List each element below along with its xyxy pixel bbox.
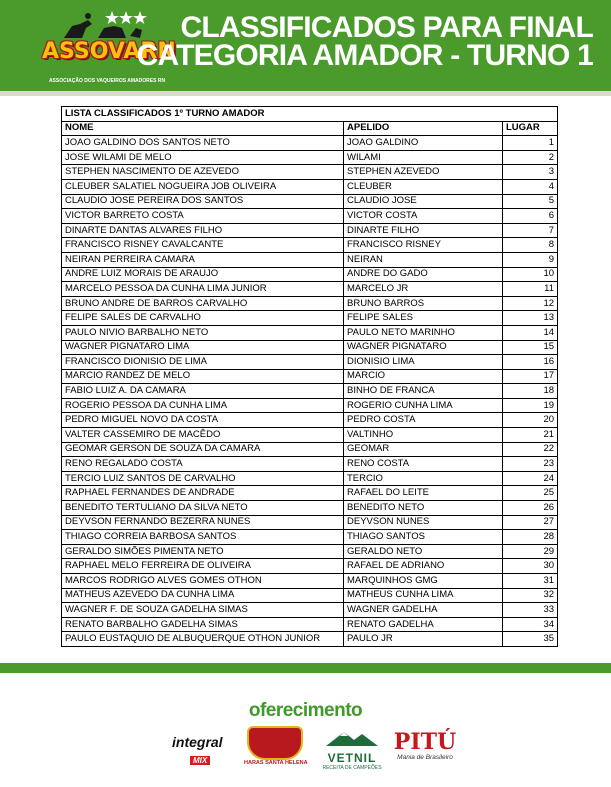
cell-nome: GERALDO SIMÕES PIMENTA NETO: [62, 544, 344, 559]
table-row: [62, 486, 558, 501]
table-row: [62, 501, 558, 516]
cell-nome: GEOMAR GERSON DE SOUZA DA CAMARA: [62, 442, 344, 457]
table-row: [62, 384, 558, 399]
cell-apelido: BINHO DE FRANCA: [344, 384, 503, 399]
column-header-lugar: LUGAR: [503, 121, 558, 136]
cell-apelido: DIONISIO LIMA: [344, 355, 503, 370]
cell-lugar: 24: [503, 471, 558, 486]
cell-apelido: BRUNO BARROS: [344, 296, 503, 311]
cell-apelido: NEIRAN: [344, 252, 503, 267]
cell-nome: FABIO LUIZ A. DA CAMARA: [62, 384, 344, 399]
cell-nome: WAGNER F. DE SOUZA GADELHA SIMAS: [62, 603, 344, 618]
cell-nome: RAPHAEL MELO FERREIRA DE OLIVEIRA: [62, 559, 344, 574]
cell-lugar: 34: [503, 617, 558, 632]
cell-nome: BENEDITO TERTULIANO DA SILVA NETO: [62, 501, 344, 516]
cell-nome: PAULO NIVIO BARBALHO NETO: [62, 325, 344, 340]
cell-lugar: 9: [503, 252, 558, 267]
title-line-1: CLASSIFICADOS PARA FINAL: [180, 11, 593, 44]
table-caption-row: [62, 107, 558, 122]
header-divider: [0, 91, 611, 96]
cell-apelido: TERCIO: [344, 471, 503, 486]
table-row: [62, 340, 558, 355]
cell-apelido: STEPHEN AZEVEDO: [344, 165, 503, 180]
cell-apelido: PEDRO COSTA: [344, 413, 503, 428]
cell-lugar: 19: [503, 398, 558, 413]
table-row: [62, 150, 558, 165]
cell-lugar: 25: [503, 486, 558, 501]
pitu-tagline: Mania de Brasileiro: [397, 754, 453, 761]
cell-nome: NEIRAN PERREIRA CAMARA: [62, 252, 344, 267]
cell-apelido: VICTOR COSTA: [344, 209, 503, 224]
cell-lugar: 13: [503, 311, 558, 326]
column-header-nome: NOME: [62, 121, 344, 136]
table-row: [62, 369, 558, 384]
cell-apelido: FRANCISCO RISNEY: [344, 238, 503, 253]
cell-lugar: 21: [503, 428, 558, 443]
cell-apelido: THIAGO SANTOS: [344, 530, 503, 545]
cell-lugar: 18: [503, 384, 558, 399]
cell-nome: FRANCISCO DIONISIO DE LIMA: [62, 355, 344, 370]
cell-apelido: MATHEUS CUNHA LIMA: [344, 588, 503, 603]
cell-nome: DEYVSON FERNANDO BEZERRA NUNES: [62, 515, 344, 530]
table-row: [62, 588, 558, 603]
table-caption: LISTA CLASSIFICADOS 1º TURNO AMADOR: [62, 107, 558, 122]
cell-apelido: PAULO JR: [344, 632, 503, 647]
cell-lugar: 17: [503, 369, 558, 384]
table-row: [62, 223, 558, 238]
cell-lugar: 23: [503, 457, 558, 472]
cell-lugar: 28: [503, 530, 558, 545]
cell-apelido: GERALDO NETO: [344, 544, 503, 559]
table-row: [62, 355, 558, 370]
cell-apelido: WAGNER GADELHA: [344, 603, 503, 618]
table-row: [62, 632, 558, 647]
logo-subtitle: ASSOCIAÇÃO DOS VAQUEIROS AMADORES RN: [48, 78, 166, 84]
table-row: [62, 457, 558, 472]
sponsor-logos: [0, 722, 611, 777]
table-row: [62, 209, 558, 224]
cell-apelido: MARCIO: [344, 369, 503, 384]
cell-lugar: 10: [503, 267, 558, 282]
cell-nome: JOAO GALDINO DOS SANTOS NETO: [62, 136, 344, 151]
table-row: [62, 574, 558, 589]
cell-nome: PEDRO MIGUEL NOVO DA COSTA: [62, 413, 344, 428]
cell-lugar: 2: [503, 150, 558, 165]
cell-nome: MATHEUS AZEVEDO DA CUNHA LIMA: [62, 588, 344, 603]
integral-mix-text: MIX: [190, 756, 210, 765]
cell-apelido: WAGNER PIGNATARO: [344, 340, 503, 355]
cell-lugar: 16: [503, 355, 558, 370]
table-row: [62, 325, 558, 340]
table-row: [62, 617, 558, 632]
pitu-logo: [390, 730, 460, 774]
table-row: [62, 515, 558, 530]
haras-shield-icon: [247, 726, 303, 760]
cell-lugar: 31: [503, 574, 558, 589]
integral-text: integral: [172, 734, 223, 750]
cell-lugar: 8: [503, 238, 558, 253]
table-row: [62, 179, 558, 194]
cell-nome: PAULO EUSTAQUIO DE ALBUQUERQUE OTHON JUNIOR: [62, 632, 344, 647]
pitu-name: PITÚ: [393, 729, 457, 755]
cell-nome: RENO REGALADO COSTA: [62, 457, 344, 472]
integral-mix-logo: [172, 734, 234, 770]
cell-nome: CLAUDIO JOSE PEREIRA DOS SANTOS: [62, 194, 344, 209]
cell-nome: MARCELO PESSOA DA CUNHA LIMA JUNIOR: [62, 282, 344, 297]
cell-apelido: MARCELO JR: [344, 282, 503, 297]
title-line-2: CATEGORIA AMADOR - TURNO 1: [136, 39, 593, 72]
cell-apelido: VALTINHO: [344, 428, 503, 443]
table-row: [62, 544, 558, 559]
table-header-row: [62, 121, 558, 136]
cell-apelido: BENEDITO NETO: [344, 501, 503, 516]
cell-apelido: PAULO NETO MARINHO: [344, 325, 503, 340]
cell-lugar: 11: [503, 282, 558, 297]
cell-lugar: 6: [503, 209, 558, 224]
table-row: [62, 398, 558, 413]
table-row: [62, 282, 558, 297]
cell-lugar: 26: [503, 501, 558, 516]
table-row: [62, 413, 558, 428]
cell-apelido: ROGERIO CUNHA LIMA: [344, 398, 503, 413]
table-row: [62, 267, 558, 282]
cell-nome: CLEUBER SALATIEL NOGUEIRA JOB OLIVEIRA: [62, 179, 344, 194]
cell-nome: VICTOR BARRETO COSTA: [62, 209, 344, 224]
cell-apelido: MARQUINHOS GMG: [344, 574, 503, 589]
cell-apelido: WILAMI: [344, 150, 503, 165]
table-row: [62, 311, 558, 326]
cell-lugar: 30: [503, 559, 558, 574]
cell-nome: TERCIO LUIZ SANTOS DE CARVALHO: [62, 471, 344, 486]
cell-apelido: RAFAEL DE ADRIANO: [344, 559, 503, 574]
vetnil-mountain-icon: [322, 730, 382, 746]
table-row: [62, 252, 558, 267]
cell-nome: ROGERIO PESSOA DA CUNHA LIMA: [62, 398, 344, 413]
cell-lugar: 15: [503, 340, 558, 355]
classified-table: [61, 106, 558, 647]
cell-nome: THIAGO CORREIA BARBOSA SANTOS: [62, 530, 344, 545]
cell-lugar: 20: [503, 413, 558, 428]
cell-lugar: 35: [503, 632, 558, 647]
header-banner: [0, 0, 611, 91]
table-row: [62, 471, 558, 486]
vetnil-logo: [316, 730, 388, 774]
cell-apelido: RAFAEL DO LEITE: [344, 486, 503, 501]
footer-bar: [0, 663, 611, 673]
cell-lugar: 32: [503, 588, 558, 603]
cell-apelido: CLEUBER: [344, 179, 503, 194]
cell-lugar: 27: [503, 515, 558, 530]
table-row: [62, 296, 558, 311]
cell-nome: VALTER CASSEMIRO DE MACÊDO: [62, 428, 344, 443]
table-row: [62, 442, 558, 457]
haras-label: HARAS SANTA HELENA: [244, 760, 308, 766]
cell-nome: WAGNER PIGNATARO LIMA: [62, 340, 344, 355]
cell-lugar: 29: [503, 544, 558, 559]
cell-apelido: CLAUDIO JOSE: [344, 194, 503, 209]
oferecimento-heading: oferecimento: [248, 700, 363, 721]
cell-nome: RAPHAEL FERNANDES DE ANDRADE: [62, 486, 344, 501]
cell-nome: FRANCISCO RISNEY CAVALCANTE: [62, 238, 344, 253]
cell-nome: MARCOS RODRIGO ALVES GOMES OTHON: [62, 574, 344, 589]
cell-nome: JOSE WILAMI DE MELO: [62, 150, 344, 165]
table-row: [62, 428, 558, 443]
cell-lugar: 1: [503, 136, 558, 151]
cell-apelido: FELIPE SALES: [344, 311, 503, 326]
cell-lugar: 7: [503, 223, 558, 238]
cell-lugar: 33: [503, 603, 558, 618]
cell-lugar: 14: [503, 325, 558, 340]
cell-nome: DINARTE DANTAS ALVARES FILHO: [62, 223, 344, 238]
cell-nome: BRUNO ANDRE DE BARROS CARVALHO: [62, 296, 344, 311]
haras-santa-helena-logo: [244, 726, 306, 774]
cell-apelido: RENATO GADELHA: [344, 617, 503, 632]
cell-lugar: 4: [503, 179, 558, 194]
cell-apelido: ANDRE DO GADO: [344, 267, 503, 282]
cell-nome: STEPHEN NASCIMENTO DE AZEVEDO: [62, 165, 344, 180]
cell-lugar: 12: [503, 296, 558, 311]
cell-apelido: JOAO GALDINO: [344, 136, 503, 151]
cell-nome: FELIPE SALES DE CARVALHO: [62, 311, 344, 326]
page-title: [136, 11, 593, 72]
vetnil-name: VETNIL: [327, 751, 377, 765]
cell-lugar: 5: [503, 194, 558, 209]
cell-apelido: DINARTE FILHO: [344, 223, 503, 238]
cell-lugar: 22: [503, 442, 558, 457]
table-row: [62, 603, 558, 618]
table-row: [62, 559, 558, 574]
cell-lugar: 3: [503, 165, 558, 180]
table-row: [62, 136, 558, 151]
table-row: [62, 165, 558, 180]
logo-text: ASSOVARN: [42, 39, 176, 64]
cell-apelido: DEYVSON NUNES: [344, 515, 503, 530]
cell-nome: RENATO BARBALHO GADELHA SIMAS: [62, 617, 344, 632]
vetnil-tagline: RECEITA DE CAMPEÕES: [322, 765, 382, 771]
cell-nome: ANDRE LUIZ MORAIS DE ARAUJO: [62, 267, 344, 282]
cell-apelido: RENO COSTA: [344, 457, 503, 472]
cell-nome: MARCIO RANDEZ DE MELO: [62, 369, 344, 384]
column-header-apelido: APELIDO: [344, 121, 503, 136]
table-row: [62, 530, 558, 545]
table-row: [62, 238, 558, 253]
table-row: [62, 194, 558, 209]
cell-apelido: GEOMAR: [344, 442, 503, 457]
